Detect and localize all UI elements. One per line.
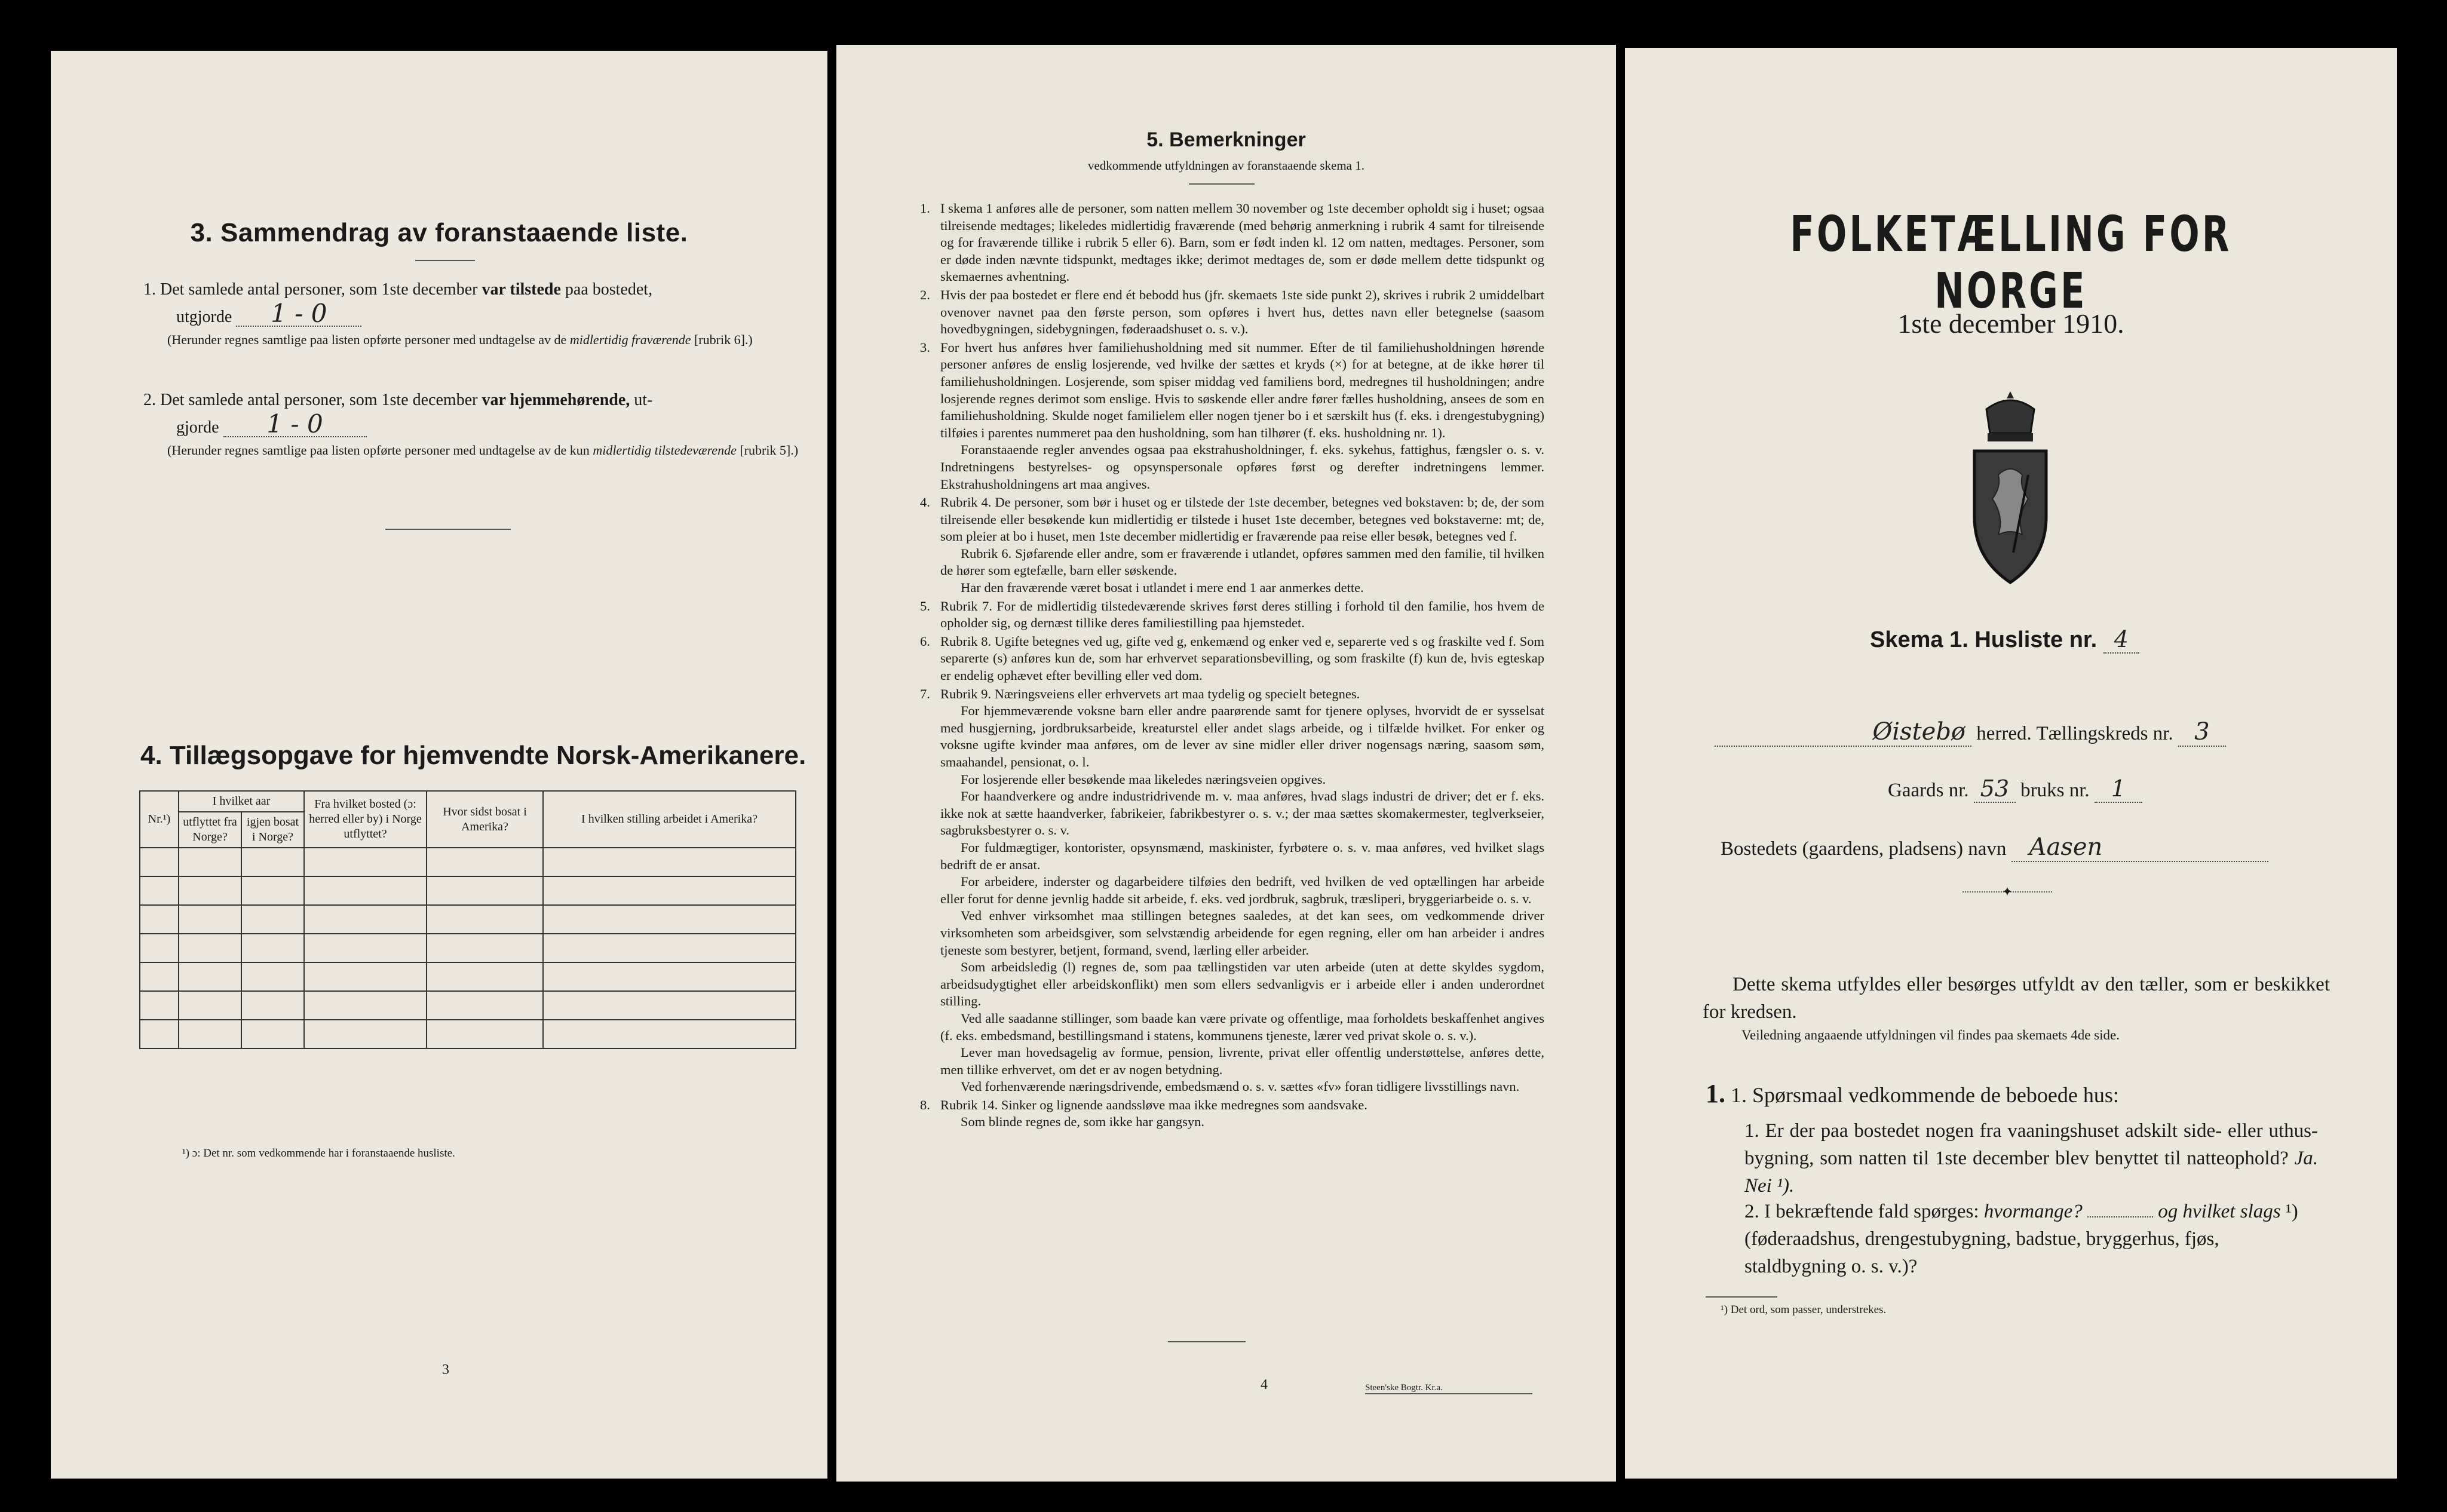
q2-italic-2: og hvilket slags: [2158, 1201, 2281, 1222]
item1-text: 1. Det samlede antal personer, som 1ste december: [143, 280, 478, 299]
bosted-value: Aasen: [2011, 833, 2268, 862]
remark-item: [920, 1097, 1544, 1131]
q2-text: 2. I bekræftende fald spørges:: [1744, 1201, 1979, 1222]
remark-paragraph: Rubrik 14. Sinker og lignende aandssløve maa ikke medregnes som aandsvake.: [940, 1097, 1367, 1112]
remark-paragraph: Lever man hovedsagelig av formue, pension, livrente, privat eller offentlig understøttelse, anføres dette, men tillike erhvervet, om det er av nogen betydning.: [940, 1045, 1544, 1077]
summary-item-2: [143, 388, 801, 440]
page-3-summary: [51, 51, 827, 1479]
remark-paragraph: I skema 1 anføres alle de personer, som natten mellem 30 november og 1ste december opholdt sig i huset; ogsaa tilreisende medtages; likeledes midlertidig fraværende (med behørig anmerkning i rubrik 4 samt for tilreisende og for fraværende tillike i rubrik 5 eller 6). Barn, som er født inden kl. 12 om natten, medtages. Personer, som er døde inden nævnte tidspunkt, medtages ikke; derimot medtages de, som er døde mellem dette tidspunkt og skemaernes avhentning.: [940, 201, 1544, 284]
item2-label: gjorde: [176, 418, 219, 437]
note-italic: midlertidig tilstedeværende: [593, 443, 737, 458]
remark-paragraph: Ved enhver virksomhet maa stillingen betegnes saaledes, at det kan sees, om vedkommende driver virksomheten som arbeidsgiver, som selvstændig arbeidende for egen regning, eller om han arbeider i andres tjeneste som bestyrer, betjent, formand, svend, lærling eller arbeider.: [940, 908, 1544, 958]
item2-value: 1 - 0: [223, 412, 367, 437]
q2-text-b: ¹) (føderaadshus, drengestubygning, badstue, bryggerhus, fjøs, staldbygning o. s. v.)?: [1744, 1201, 2298, 1277]
divider: [415, 260, 475, 261]
table-row: [140, 1020, 796, 1048]
note-italic: midlertidig fraværende: [569, 332, 691, 347]
note-text-b: [rubrik 6].): [694, 332, 753, 347]
divider: [385, 529, 511, 530]
table-row: [140, 934, 796, 962]
remark-number: 2.: [920, 287, 930, 302]
summary-item-1: [143, 278, 801, 329]
page-1-cover: [1625, 48, 2397, 1479]
remark-number: 7.: [920, 686, 930, 701]
census-date: 1ste december 1910.: [1897, 308, 2124, 339]
form-title: FOLKETÆLLING FOR NORGE: [1790, 206, 2232, 320]
remark-paragraph: Ved forhenværende næringsdrivende, embedsmænd o. s. v. sættes «fv» foran tidligere livsstillings navn.: [961, 1079, 1520, 1094]
col-last-lived: Hvor sidst bosat i Amerika?: [427, 791, 543, 848]
item1-value: 1 - 0: [236, 302, 361, 327]
divider: [1706, 1296, 1777, 1298]
gaards-line: [1888, 775, 2142, 803]
remark-paragraph: Foranstaaende regler anvendes ogsaa paa ekstrahusholdninger, f. eks. sykehus, fattighus, fængsler o. s. v. Indretningens bestyrelses- og opsynspersonale opføres først og derefter indretningens lemmer. Ekstrahusholdningens art maa angives.: [940, 442, 1544, 492]
remark-paragraph: Rubrik 9. Næringsveiens eller erhvervets art maa tydelig og specielt betegnes.: [940, 686, 1360, 701]
remark-paragraph: Ved alle saadanne stillinger, som baade kan være private og offentlige, maa forholdets beskaffenhet angives (f. eks. embedsmand, bestillingsmand i statens, kommunens tjeneste, lærer ved privat skole o. s. v.).: [940, 1010, 1544, 1043]
remark-paragraph: Som blinde regnes de, som ikke har gangsyn.: [961, 1114, 1205, 1130]
kreds-label: Tællingskreds nr.: [2036, 723, 2173, 744]
remark-item: [920, 686, 1544, 1096]
remark-item: [920, 200, 1544, 286]
table-row: [140, 905, 796, 934]
table-row: [140, 848, 796, 876]
table-row: [140, 876, 796, 905]
bruks-label: bruks nr.: [2020, 780, 2090, 801]
note-text-b: [rubrik 5].): [740, 443, 799, 458]
remark-paragraph: For losjerende eller besøkende maa likeledes næringsveien opgives.: [961, 771, 1326, 787]
col-occupation: I hvilken stilling arbeidet i Amerika?: [543, 791, 796, 848]
q1-text: 1. Er der paa bostedet nogen fra vaaningshuset adskilt side- eller uthus-bygning, som natten til 1ste december blev benyttet til natteophold?: [1744, 1120, 2318, 1169]
skema-line: [1870, 626, 2139, 654]
page-number: 3: [442, 1362, 449, 1378]
remark-paragraph: Rubrik 7. For de midlertidig tilstedeværende skrives først deres stilling i forhold til den familie, hos hvem de opholder sig, og dernæst tillike deres familiestilling paa hjemstedet.: [940, 598, 1544, 631]
remark-number: 3.: [920, 339, 930, 355]
question-section-title: 1. 1. Spørsmaal vedkommende de beboede hus:: [1706, 1079, 2119, 1108]
note-text: (Herunder regnes samtlige paa listen opførte personer med undtagelse av de: [167, 332, 567, 347]
table-footnote: ¹) ɔ: Det nr. som vedkommende har i foranstaaende husliste.: [182, 1147, 455, 1160]
remark-item: [920, 633, 1544, 685]
col-year-group: I hvilket aar: [179, 791, 304, 812]
intro-text: Dette skema utfyldes eller besørges utfyldt av den tæller, som er beskikket for kredsen.: [1703, 974, 2330, 1023]
item1-label: utgjorde: [176, 308, 232, 326]
remark-number: 6.: [920, 633, 930, 649]
remark-paragraph: For hvert hus anføres hver familiehusholdning med sit nummer. Efter de til familiehusholdningen hørende personer anføres de enslig losjerende, ved hvilke der sættes et kryds (×) for at betegne, at de ikke hører til familiehusholdningen. Losjerende, som spiser middag ved familiens bord, medregnes til husholdningen; andre losjerende regnes derimot som enslige. Hvis to søskende eller andre fører fælles husholdning, ansees de som en familiehusholdning. Skulde noget familielem eller nogen tjener bo i et særskilt hus (f. eks. i drengestubygning) tilføies i parentes nummeret paa den husholdning, som han tilhører (f. eks. husholdning nr. 1).: [940, 339, 1544, 440]
coat-of-arms-icon: [1957, 385, 2064, 594]
remark-paragraph: For arbeidere, inderster og dagarbeidere tilføies den bedrift, ved hvilken de ved optællingen har arbeide eller forut for denne jevnlig hadde sit arbeide, f. eks. ved jordbruk, sagbruk, træsliperi, bryggeriarbeide o. s. v.: [940, 874, 1544, 906]
question-2: [1744, 1198, 2318, 1280]
ornament-icon: ✦: [2001, 884, 2013, 899]
remark-paragraph: Rubrik 8. Ugifte betegnes ved ug, gifte ved g, enkemænd og enker ved e, separerte ved s og fraskilte ved f. Som separerte (s) anføres kun de, som har erhvervet separationsbevilling, og som fraskilte (f) kun de, hvis egteskap er endelig ophævet efter bevilling eller ved dom.: [940, 633, 1544, 683]
summary-item-2-note: [167, 442, 801, 458]
remark-number: 4.: [920, 495, 930, 510]
q-title-text: 1. Spørsmaal vedkommende de beboede hus:: [1731, 1083, 2119, 1107]
bruks-value: 1: [2095, 775, 2142, 803]
intro-note: Veiledning angaaende utfyldningen vil findes paa skemaets 4de side.: [1741, 1028, 2120, 1042]
kreds-value: 3: [2178, 718, 2226, 747]
remarks-list: [920, 200, 1544, 1132]
item2-bold: var hjemmehørende,: [482, 391, 630, 409]
remark-paragraph: Har den fraværende været bosat i utlandet i mere end 1 aar anmerkes dette.: [961, 580, 1364, 596]
divider: [1168, 1341, 1246, 1342]
q2-italic-1: hvormange?: [1983, 1201, 2083, 1222]
remark-item: [920, 339, 1544, 493]
remark-paragraph: Rubrik 6. Sjøfarende eller andre, som er fraværende i utlandet, opføres sammen med den familie, til hvilken de hører som egtefælle, barn eller søskende.: [940, 545, 1544, 578]
husliste-nr-value: 4: [2103, 626, 2139, 654]
section-4-title: 4. Tillægsopgave for hjemvendte Norsk-Amerikanere.: [140, 741, 807, 770]
bosted-line: [1721, 833, 2268, 862]
item1-text-b: paa bostedet,: [565, 280, 653, 299]
remark-paragraph: Hvis der paa bostedet er flere end ét bebodd hus (jfr. skemaets 1ste side punkt 2), skrives i rubrik 2 umiddelbart ovenover navnet paa den første person, som opføres i hvert hus, dettes navn eller betegnelse (saasom hovedbygningen, sidebygningen, føderaadshuset o. s. v.).: [940, 287, 1544, 337]
question-1: [1744, 1117, 2318, 1200]
page-4-remarks: [836, 45, 1616, 1482]
gaards-value: 53: [1974, 775, 2016, 803]
q1-answer: Ja. Nei ¹).: [1744, 1148, 2318, 1197]
cover-footnote: ¹) Det ord, som passer, understrekes.: [1721, 1304, 1887, 1316]
remarks-title: 5. Bemerkninger: [1146, 128, 1306, 151]
remark-paragraph: Som arbeidsledig (l) regnes de, som paa tællingstiden var uten arbeide (uten at dette skyldes sygdom, arbeidsudygtighet eller arbeidskonflikt) men som ellers sedvanligvis er i arbeide eller i anden underordnet stilling.: [940, 959, 1544, 1009]
page-number: 4: [1261, 1377, 1268, 1393]
herred-line: [1715, 718, 2330, 747]
remark-paragraph: For fuldmægtiger, kontorister, opsynsmænd, maskinister, fyrbøtere o. s. v. maa anføres, ved hvilket slags bedrift de er ansat.: [940, 839, 1544, 872]
divider: [1189, 183, 1255, 185]
remark-number: 5.: [920, 598, 930, 614]
col-emigrated: utflyttet fra Norge?: [179, 812, 241, 848]
remark-number: 8.: [920, 1097, 930, 1112]
table-row: [140, 991, 796, 1020]
remark-paragraph: For hjemmeværende voksne barn eller andre paarørende samt for tjenere oplyses, hvorvidt de er sysselsat med husgjerning, jordbruksarbeide, kreaturstel eller andet slags arbeide, og i tilfælde hvilket. For enker og voksne ugifte kvinder maa anføres, om de lever av sine midler eller driver nogensags næring, saasom søm, smaahandel, pensionat, o. l.: [940, 703, 1544, 769]
section-3-title: 3. Sammendrag av foranstaaende liste.: [190, 218, 688, 247]
col-from-where: Fra hvilket bosted (ɔ: herred eller by) i Norge utflyttet?: [304, 791, 427, 848]
remarks-subtitle: vedkommende utfyldningen av foranstaaende skema 1.: [1087, 158, 1364, 173]
remark-item: [920, 598, 1544, 632]
printer-imprint: Steen'ske Bogtr. Kr.a.: [1365, 1383, 1532, 1394]
remark-item: [920, 287, 1544, 338]
gaards-label: Gaards nr.: [1888, 780, 1969, 801]
col-returned: igjen bosat i Norge?: [241, 812, 304, 848]
table-row: [140, 962, 796, 991]
herred-label: herred.: [1976, 723, 2032, 744]
norsk-amerikanere-table: [139, 790, 796, 1049]
herred-value: Øistebø: [1715, 718, 1971, 747]
summary-item-1-note: [167, 332, 801, 348]
item2-text-b: ut-: [634, 391, 653, 409]
item1-bold: var tilstede: [482, 280, 561, 299]
remark-paragraph: Rubrik 4. De personer, som bør i huset og er tilstede der 1ste december, betegnes ved bokstaven: b; de, der som tilreisende eller besøkende kun midlertidig er tilstede i huset 1ste december, betegnes ved bokstaverne: mt; de, som pleier at bo i huset, men 1ste december midlertidig er fraværende paa reise eller besøk, betegnes ved f.: [940, 495, 1544, 544]
remark-paragraph: For haandverkere og andre industridrivende m. v. maa anføres, hvad slags industri de driver; det er f. eks. ikke nok at sætte haandverker, fabrikeier, fabrikbestyrer o. s. v.; der maa sættes skomakermester, teglverkseier, sagbruksbestyrer o. s. v.: [940, 789, 1544, 838]
skema-label: Skema 1. Husliste nr.: [1870, 627, 2098, 652]
col-nr: Nr.¹): [140, 791, 179, 848]
note-text: (Herunder regnes samtlige paa listen opførte personer med undtagelse av de kun: [167, 443, 590, 458]
bosted-label: Bostedets (gaardens, pladsens) navn: [1721, 838, 2007, 860]
remark-item: [920, 494, 1544, 597]
remark-number: 1.: [920, 201, 930, 216]
item2-text: 2. Det samlede antal personer, som 1ste december: [143, 391, 478, 409]
